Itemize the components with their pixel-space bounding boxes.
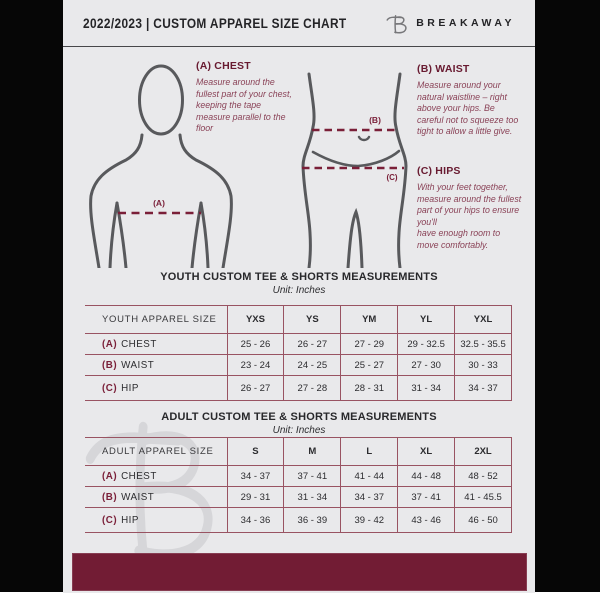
column-header: YS xyxy=(284,306,341,334)
column-header: M xyxy=(284,438,341,466)
hips-note-body-line2: have enough room to move comfortably. xyxy=(417,228,501,250)
column-header: L xyxy=(341,438,398,466)
row-prefix: (A) xyxy=(102,470,118,482)
value-cell: 26 - 27 xyxy=(284,334,341,355)
value-cell: 34 - 37 xyxy=(227,466,284,487)
adult-table-unit: Unit: Inches xyxy=(272,425,326,436)
value-cell: 48 - 52 xyxy=(455,466,512,487)
table-header-row xyxy=(85,438,512,466)
column-header: YOUTH APPAREL SIZE xyxy=(85,306,227,334)
left-black-bar xyxy=(0,0,63,592)
column-header: YM xyxy=(341,306,398,334)
value-cell: 27 - 29 xyxy=(341,334,398,355)
column-header: S xyxy=(227,438,284,466)
table-row xyxy=(85,355,512,376)
value-cell: 30 - 33 xyxy=(455,355,512,376)
youth-table-unit: Unit: Inches xyxy=(272,285,326,296)
breakaway-b-logo-icon xyxy=(385,13,409,34)
value-cell: 36 - 39 xyxy=(284,508,341,533)
table-row xyxy=(85,466,512,487)
row-label-cell xyxy=(85,355,227,376)
hip-marker-label: (C) xyxy=(386,173,398,182)
row-label-cell xyxy=(85,487,227,508)
row-label-cell xyxy=(85,508,227,533)
row-label: WAIST xyxy=(121,491,155,503)
waist-note-body: Measure around your natural waistline – right above your hips. Be careful not to squeeze too tight to allow a little give. xyxy=(417,80,519,136)
navel-mark xyxy=(359,137,369,140)
row-label-cell xyxy=(85,334,227,355)
row-label: WAIST xyxy=(121,359,155,371)
brand-block xyxy=(385,13,515,34)
value-cell: 27 - 30 xyxy=(398,355,455,376)
chest-note xyxy=(196,60,295,135)
row-label-cell xyxy=(85,466,227,487)
waist-marker-label: (B) xyxy=(369,115,381,125)
maroon-footer-bar xyxy=(72,553,527,591)
value-cell: 27 - 28 xyxy=(284,376,341,401)
value-cell: 25 - 27 xyxy=(341,355,398,376)
table-row xyxy=(85,334,512,355)
hips-note xyxy=(417,165,524,251)
value-cell: 34 - 36 xyxy=(227,508,284,533)
youth-table-title: YOUTH CUSTOM TEE & SHORTS MEASUREMENTS xyxy=(160,271,438,283)
flyer-page xyxy=(63,0,535,593)
table-row xyxy=(85,376,512,401)
value-cell: 37 - 41 xyxy=(398,487,455,508)
value-cell: 32.5 - 35.5 xyxy=(455,334,512,355)
hips-note-body-line1: With your feet together, measure around the fullest part of your hips to ensure you'll xyxy=(417,182,522,227)
column-header: XL xyxy=(398,438,455,466)
value-cell: 46 - 50 xyxy=(455,508,512,533)
lower-body-diagram xyxy=(295,63,430,268)
flyer-header xyxy=(63,0,535,47)
hips-note-heading: (C) HIPS xyxy=(417,165,461,177)
value-cell: 43 - 46 xyxy=(398,508,455,533)
adult-size-table xyxy=(85,437,512,533)
column-header: YL xyxy=(398,306,455,334)
adult-table-title: ADULT CUSTOM TEE & SHORTS MEASUREMENTS xyxy=(161,411,437,423)
column-header: 2XL xyxy=(455,438,512,466)
row-label-cell xyxy=(85,376,227,401)
value-cell: 41 - 45.5 xyxy=(455,487,512,508)
waist-note xyxy=(417,63,520,138)
row-prefix: (A) xyxy=(102,338,118,350)
waist-note-heading: (B) WAIST xyxy=(417,63,470,75)
value-cell: 31 - 34 xyxy=(398,376,455,401)
value-cell: 34 - 37 xyxy=(455,376,512,401)
value-cell: 34 - 37 xyxy=(341,487,398,508)
table-header-row xyxy=(85,306,512,334)
chest-marker-label: (A) xyxy=(153,198,165,208)
table-row xyxy=(85,508,512,533)
value-cell: 23 - 24 xyxy=(227,355,284,376)
row-label: CHEST xyxy=(121,338,157,350)
value-cell: 39 - 42 xyxy=(341,508,398,533)
row-prefix: (C) xyxy=(102,514,118,526)
row-label: CHEST xyxy=(121,470,157,482)
youth-size-table xyxy=(85,305,512,401)
chest-note-body: Measure around the fullest part of your chest, keeping the tape measure parallel to the floor xyxy=(196,77,292,133)
row-prefix: (B) xyxy=(102,359,118,371)
value-cell: 25 - 26 xyxy=(227,334,284,355)
row-prefix: (C) xyxy=(102,382,118,394)
value-cell: 44 - 48 xyxy=(398,466,455,487)
row-prefix: (B) xyxy=(102,491,118,503)
value-cell: 24 - 25 xyxy=(284,355,341,376)
value-cell: 31 - 34 xyxy=(284,487,341,508)
waistband-curve xyxy=(313,151,399,166)
column-header: YXL xyxy=(455,306,512,334)
column-header: ADULT APPAREL SIZE xyxy=(85,438,227,466)
value-cell: 37 - 41 xyxy=(284,466,341,487)
value-cell: 41 - 44 xyxy=(341,466,398,487)
value-cell: 28 - 31 xyxy=(341,376,398,401)
page-title: 2022/2023 | CUSTOM APPAREL SIZE CHART xyxy=(83,15,347,31)
column-header: YXS xyxy=(227,306,284,334)
brand-name: BREAKAWAY xyxy=(416,17,515,29)
right-black-bar xyxy=(535,0,600,592)
hips-note-body xyxy=(417,182,524,251)
row-label: HIP xyxy=(121,514,139,526)
value-cell: 29 - 31 xyxy=(227,487,284,508)
row-label: HIP xyxy=(121,382,139,394)
value-cell: 26 - 27 xyxy=(227,376,284,401)
table-row xyxy=(85,487,512,508)
value-cell: 29 - 32.5 xyxy=(398,334,455,355)
chest-note-heading: (A) CHEST xyxy=(196,60,251,72)
